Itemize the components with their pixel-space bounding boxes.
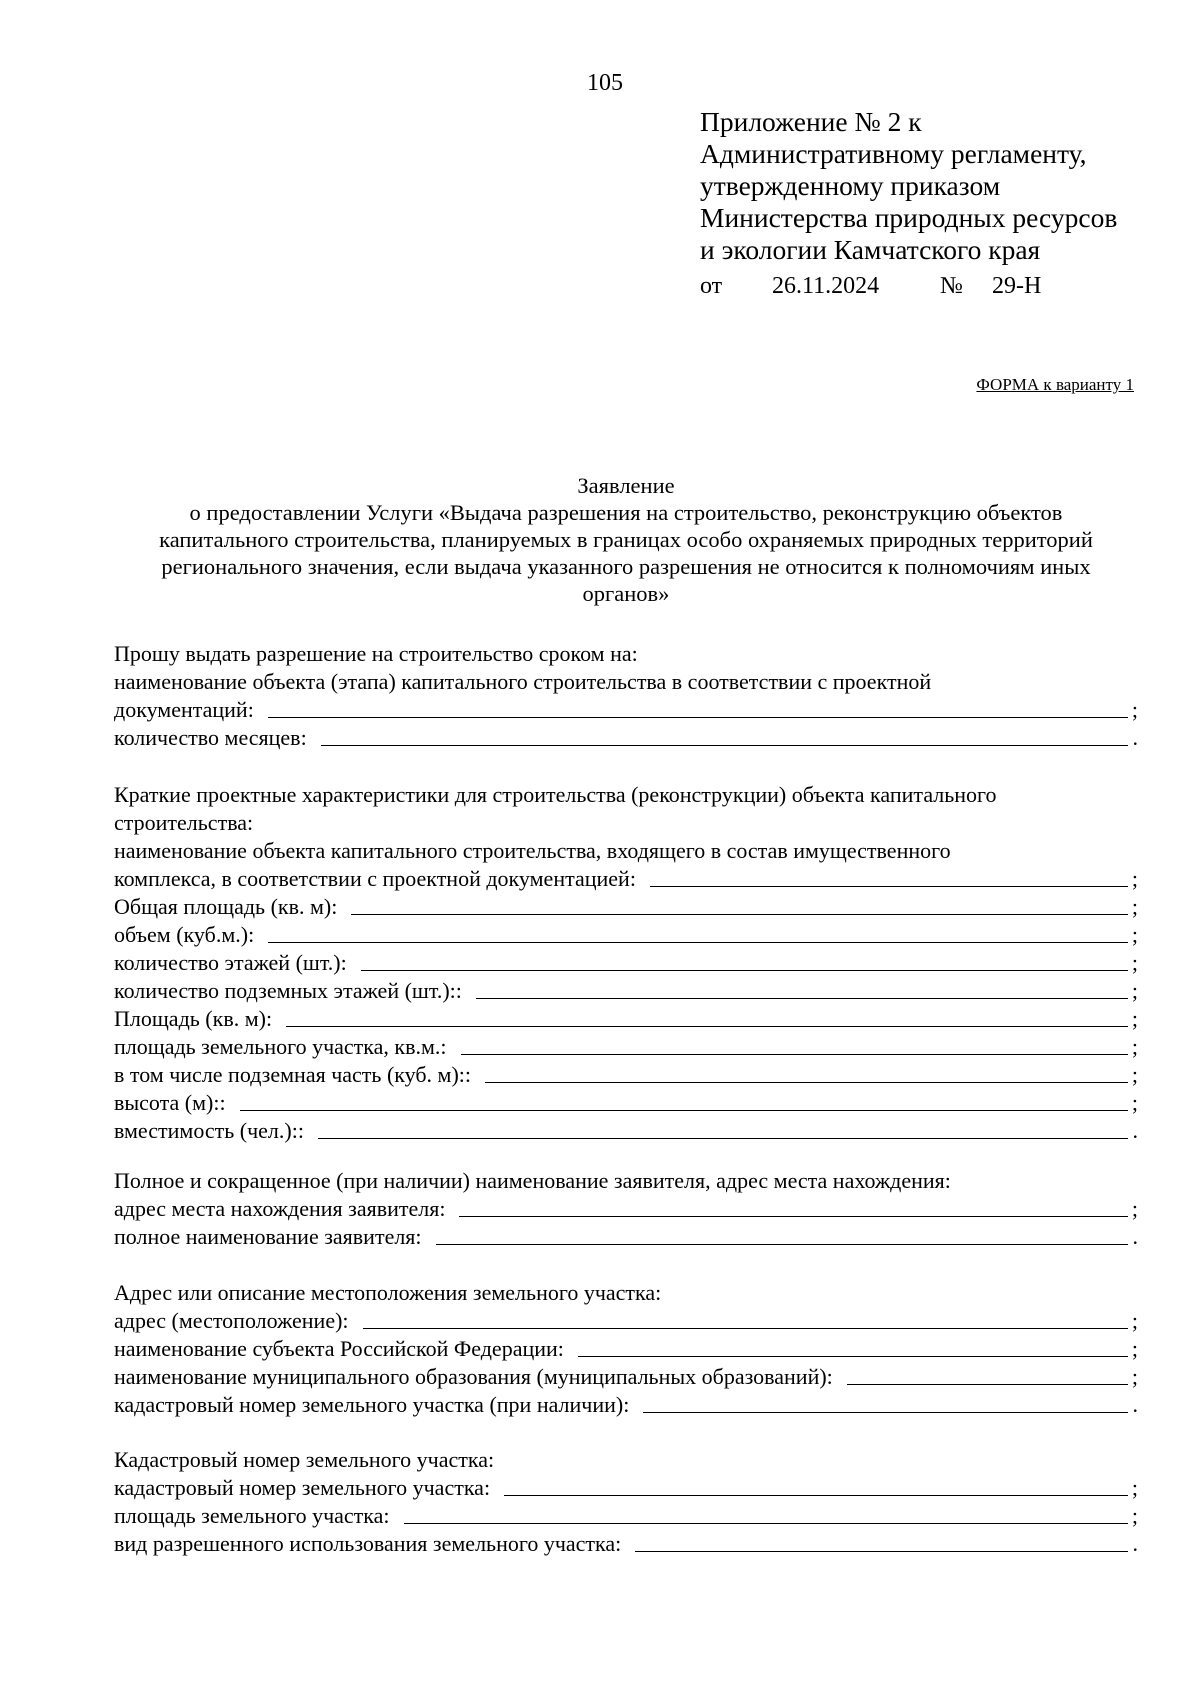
field-terminator: ;: [1131, 978, 1138, 1003]
field-terminator: ;: [1131, 1034, 1138, 1059]
field-label: объем (куб.м.):: [114, 922, 255, 947]
fill-in-line[interactable]: [504, 1495, 1128, 1496]
number-sign: №: [940, 273, 963, 299]
form-field: [114, 1474, 1138, 1502]
fill-in-line[interactable]: [847, 1384, 1128, 1385]
field-label: полное наименование заявителя:: [114, 1224, 422, 1249]
fill-in-line[interactable]: [404, 1523, 1128, 1524]
field-label: Общая площадь (кв. м):: [114, 894, 338, 919]
field-terminator: .: [1132, 1531, 1138, 1556]
form-field: [114, 977, 1138, 1005]
fill-in-line[interactable]: [578, 1356, 1128, 1357]
field-label: наименование муниципального образования (муниципальных образований):: [114, 1364, 833, 1389]
form-field: [114, 1307, 1138, 1335]
order-date: 26.11.2024: [772, 273, 880, 299]
form-section: [114, 640, 1138, 752]
appendix-block: [700, 106, 1118, 299]
form-field: [114, 1391, 1138, 1419]
field-label: вид разрешенного использования земельного участка:: [114, 1531, 622, 1556]
field-label: количество подземных этажей (шт.)::: [114, 978, 462, 1003]
fill-in-line[interactable]: [436, 1244, 1128, 1245]
section-header: Прошу выдать разрешение на строительство сроком на:: [114, 641, 638, 666]
form-field: [114, 921, 1138, 949]
title-line: Заявление: [577, 473, 675, 498]
form-field: [114, 949, 1138, 977]
field-terminator: ;: [1131, 1364, 1138, 1389]
field-label: кадастровый номер земельного участка:: [114, 1475, 491, 1500]
field-label: количество месяцев:: [114, 725, 307, 750]
appendix-line: Административному регламенту,: [700, 138, 1087, 169]
fill-in-line[interactable]: [268, 942, 1128, 943]
form-field: [114, 1502, 1138, 1530]
section-header: Краткие проектные характеристики для строительства (реконструкции) объекта капитального: [114, 782, 997, 807]
field-terminator: ;: [1131, 1196, 1138, 1221]
fill-in-line[interactable]: [240, 1110, 1128, 1111]
title-line: органов»: [582, 581, 670, 606]
form-field: [114, 1005, 1138, 1033]
form-variant-label: ФОРМА к варианту 1: [976, 375, 1134, 394]
field-terminator: ;: [1131, 1006, 1138, 1031]
document-title: [118, 472, 1134, 607]
field-label: площадь земельного участка:: [114, 1503, 390, 1528]
form-field: [114, 1223, 1138, 1251]
form-section: [114, 1167, 1138, 1251]
field-terminator: ;: [1131, 950, 1138, 975]
fill-in-line[interactable]: [476, 998, 1128, 999]
field-terminator: ;: [1131, 922, 1138, 947]
field-label: вместимость (чел.)::: [114, 1118, 304, 1143]
form-field: [114, 1335, 1138, 1363]
form-section: [114, 1446, 1138, 1558]
field-terminator: ;: [1131, 1308, 1138, 1333]
section-header: Кадастровый номер земельного участка:: [114, 1447, 495, 1472]
form-field: [114, 865, 1138, 893]
form-field: [114, 893, 1138, 921]
field-label: документаций:: [114, 697, 254, 722]
form-field: [114, 1363, 1138, 1391]
field-terminator: ;: [1131, 866, 1138, 891]
fill-in-line[interactable]: [318, 1138, 1128, 1139]
fill-in-line[interactable]: [321, 745, 1128, 746]
ot-label: от: [700, 273, 723, 299]
page-number: 105: [587, 70, 623, 96]
field-label: адрес места нахождения заявителя:: [114, 1196, 446, 1221]
title-line: регионального значения, если выдача указанного разрешения не относится к полномочиям иных: [161, 554, 1091, 579]
fill-in-line[interactable]: [268, 717, 1128, 718]
section-header: Полное и сокращенное (при наличии) наименование заявителя, адрес места нахождения:: [114, 1168, 951, 1193]
form-field: [114, 1089, 1138, 1117]
field-terminator: ;: [1131, 1503, 1138, 1528]
form-field: [114, 724, 1138, 752]
fill-in-line[interactable]: [485, 1082, 1128, 1083]
fill-in-line[interactable]: [351, 914, 1128, 915]
field-label: высота (м)::: [114, 1090, 226, 1115]
field-label: адрес (местоположение):: [114, 1308, 349, 1333]
field-terminator: .: [1132, 725, 1138, 750]
title-line: о предоставлении Услуги «Выдача разрешения на строительство, реконструкцию объектов: [189, 500, 1063, 525]
fill-in-line[interactable]: [459, 1216, 1128, 1217]
field-label: наименование субъекта Российской Федерации:: [114, 1336, 564, 1361]
title-line: капитального строительства, планируемых в границах особо охраняемых природных территорий: [159, 527, 1093, 552]
order-number: 29-Н: [992, 273, 1042, 299]
field-label: в том числе подземная часть (куб. м)::: [114, 1062, 472, 1087]
field-terminator: ;: [1131, 697, 1138, 722]
field-label: площадь земельного участка, кв.м.:: [114, 1034, 447, 1059]
field-terminator: ;: [1131, 1475, 1138, 1500]
field-label: комплекса, в соответствии с проектной документацией:: [114, 866, 636, 891]
field-label: количество этажей (шт.):: [114, 950, 347, 975]
form-field: [114, 1195, 1138, 1223]
field-terminator: .: [1132, 1392, 1138, 1417]
field-description: наименование объекта (этапа) капитального строительства в соответствии с проектной: [114, 669, 932, 694]
appendix-line: Министерства природных ресурсов: [700, 202, 1118, 233]
field-description: наименование объекта капитального строительства, входящего в состав имущественного: [114, 838, 951, 863]
field-label: кадастровый номер земельного участка (при наличии):: [114, 1392, 630, 1417]
section-header: строительства:: [114, 810, 254, 835]
field-terminator: .: [1132, 1224, 1138, 1249]
fill-in-line[interactable]: [286, 1026, 1128, 1027]
form-section: [114, 781, 1138, 1145]
appendix-line: Приложение № 2 к: [700, 106, 922, 137]
appendix-line: утвержденному приказом: [700, 170, 1001, 201]
field-label: Площадь (кв. м):: [114, 1006, 273, 1031]
section-header: Адрес или описание местоположения земельного участка:: [114, 1280, 662, 1305]
form-field: [114, 1033, 1138, 1061]
form-field: [114, 1117, 1138, 1145]
fill-in-line[interactable]: [643, 1412, 1128, 1413]
field-terminator: ;: [1131, 894, 1138, 919]
field-terminator: ;: [1131, 1090, 1138, 1115]
fill-in-line[interactable]: [461, 1054, 1128, 1055]
form-section: [114, 1279, 1138, 1419]
form-field: [114, 696, 1138, 724]
form-field: [114, 1061, 1138, 1089]
form-field: [114, 1530, 1138, 1558]
field-terminator: .: [1132, 1118, 1138, 1143]
field-terminator: ;: [1131, 1062, 1138, 1087]
fill-in-line[interactable]: [361, 970, 1128, 971]
appendix-line: и экологии Камчатского края: [700, 234, 1041, 265]
field-terminator: ;: [1131, 1336, 1138, 1361]
fill-in-line[interactable]: [635, 1551, 1128, 1552]
fill-in-line[interactable]: [650, 886, 1128, 887]
fill-in-line[interactable]: [363, 1328, 1128, 1329]
